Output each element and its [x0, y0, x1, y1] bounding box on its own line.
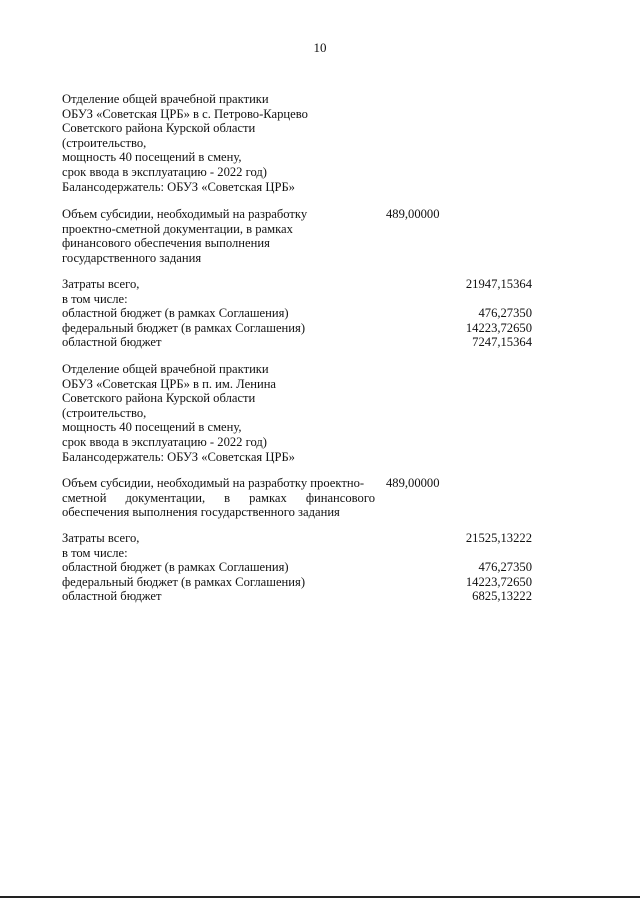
section2-cost-label: областной бюджет — [62, 589, 162, 604]
section2-title-line: мощность 40 посещений в смену, — [62, 420, 242, 435]
section1-subsidy-line: Объем субсидии, необходимый на разработку — [62, 207, 308, 221]
section1-cost-value: 21947,15364 — [465, 277, 532, 291]
section2-costs-values — [466, 531, 532, 604]
section1-title-line: Отделение общей врачебной практики — [62, 92, 269, 106]
section1-cost-label: областной бюджет — [62, 335, 162, 350]
section1-cost-value: 7247,15364 — [472, 335, 532, 350]
section1-subsidy-line: финансового обеспечения выполнения — [62, 236, 270, 251]
section2-subsidy-word: в — [224, 490, 231, 505]
section1-cost-value: 14223,72650 — [465, 320, 532, 335]
section2-subsidy-line — [62, 505, 375, 520]
page-bottom-edge — [0, 896, 640, 898]
section1-cost-value: 476,27350 — [478, 306, 532, 321]
section1-title-line: Советского района Курской области — [62, 121, 256, 136]
section2-subsidy-text — [62, 476, 375, 520]
section1-cost-value — [466, 292, 532, 307]
section1-title-line: ОБУЗ «Советская ЦРБ» в с. Петрово-Карцево — [62, 106, 308, 121]
section2-title-line: (строительство, — [62, 405, 147, 420]
section1-subsidy-value: 489,00000 — [386, 207, 440, 221]
section2-cost-value: 21525,13222 — [465, 531, 532, 545]
section2-cost-label: Затраты всего, — [62, 531, 140, 545]
section1-title-line: мощность 40 посещений в смену, — [62, 150, 242, 165]
section2-subsidy-line3: обеспечения выполнения государственного задания — [62, 505, 340, 520]
section2-cost-value: 476,27350 — [478, 560, 532, 575]
section2-subsidy-word: финансового — [305, 490, 375, 505]
section1-title-line: (строительство, — [62, 135, 147, 150]
section1-title — [62, 92, 308, 194]
section2-cost-value: 14223,72650 — [465, 574, 532, 589]
section2-subsidy-value: 489,00000 — [386, 476, 440, 490]
section2-title-line: срок ввода в эксплуатацию - 2022 год) — [62, 434, 267, 449]
section1-cost-label: в том числе: — [62, 291, 128, 306]
section2-subsidy-word: рамках — [249, 490, 287, 505]
section2-title-line: Балансодержатель: ОБУЗ «Советская ЦРБ» — [62, 449, 295, 464]
section1-costs-values — [466, 277, 532, 350]
section2-title-line: Советского района Курской области — [62, 391, 256, 406]
section1-subsidy-text — [62, 207, 307, 265]
section2-cost-value — [466, 546, 532, 561]
section1-cost-label: Затраты всего, — [62, 277, 140, 291]
section1-subsidy-line: проектно-сметной документации, в рамках — [62, 221, 293, 236]
section2-subsidy-word: документации, — [125, 490, 206, 505]
section2-cost-label: в том числе: — [62, 545, 128, 560]
section2-subsidy-line — [62, 491, 375, 506]
section2-cost-label: федеральный бюджет (в рамках Соглашения) — [62, 574, 306, 589]
section2-subsidy-word: сметной — [62, 490, 107, 505]
section2-cost-label: областной бюджет (в рамках Соглашения) — [62, 560, 289, 575]
section2-subsidy-line1: Объем субсидии, необходимый на разработку проектно- — [62, 476, 365, 490]
section2-costs-text — [62, 531, 305, 604]
section1-cost-label: федеральный бюджет (в рамках Соглашения) — [62, 320, 306, 335]
section2-title-line: ОБУЗ «Советская ЦРБ» в п. им. Ленина — [62, 376, 277, 391]
section1-title-line: срок ввода в эксплуатацию - 2022 год) — [62, 164, 267, 179]
section1-cost-label: областной бюджет (в рамках Соглашения) — [62, 306, 289, 321]
section1-subsidy-line: государственного задания — [62, 250, 202, 265]
section2-title-line: Отделение общей врачебной практики — [62, 362, 269, 376]
section2-subsidy-line — [62, 476, 375, 491]
section1-title-line: Балансодержатель: ОБУЗ «Советская ЦРБ» — [62, 179, 295, 194]
section2-title — [62, 362, 295, 464]
section1-costs-text — [62, 277, 305, 350]
page-number: 10 — [313, 40, 327, 55]
section2-cost-value: 6825,13222 — [472, 589, 532, 604]
